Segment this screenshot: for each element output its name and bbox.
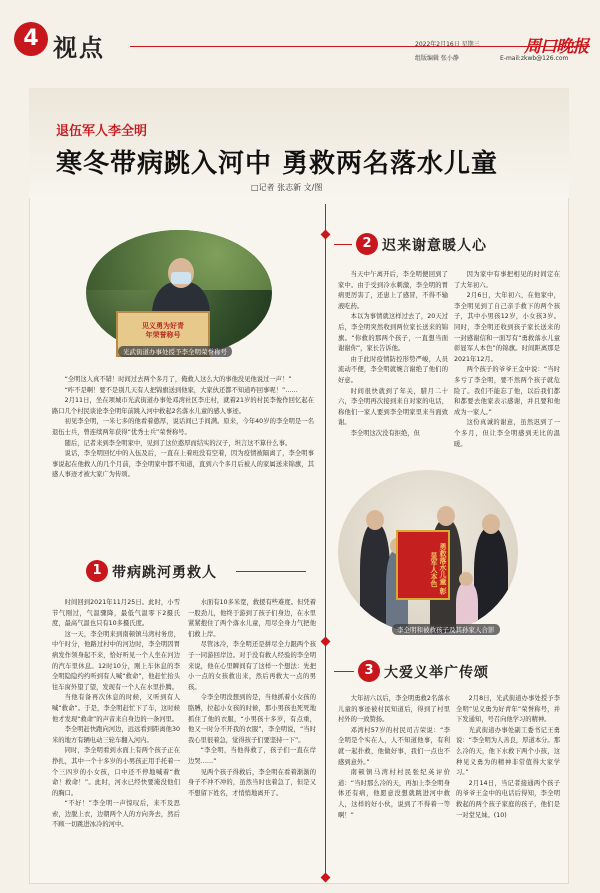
body-paragraph: 大年初六以后，李全明勇救2名落水儿童的事迹被村民知道后，得到了村里村外的一致赞扬。	[338, 695, 450, 724]
grandfather	[474, 528, 508, 634]
page-number-badge: 4	[14, 22, 48, 56]
body-paragraph: 邓湾村57岁的村民司吉荣说：“李全明是个实在人，人不知道他事，有利就一起扑救，他做好事，我们一点也不感到意外。”	[338, 726, 450, 766]
photo-family-group	[338, 470, 518, 634]
column-divider	[325, 204, 326, 879]
section-rule	[334, 244, 352, 245]
section-rule	[236, 571, 306, 572]
intro-paragraph: 随后，记者来到李全明家中，见到了这位憨厚而结实的汉子，坦言这不算什么事。	[64, 439, 292, 447]
body-paragraph: 南顿镇马湾村村民张纪英评价道：“当时那么冷的天，再加上李全明身体还有病，他愿意没想就跳进河中救人，这样的好小伙，说到了不得着一等啊！”	[338, 769, 450, 819]
body-paragraph: “李全明，当他得救了，孩子们一直在岸边哭……”	[188, 747, 316, 765]
body-paragraph: 令李全明没想到的是，当他抓着小女孩的胳膊，拉起小女孩的时候，那小男孩也死死地抓住了他的衣服，“小男孩十多岁，有点重，他又一时分不开我的衣服”，李全明说，“当时我心里很着急，觉得孩子们要坚持一下”。	[188, 694, 316, 744]
section-2-heading	[356, 233, 556, 255]
section-3-heading	[358, 660, 558, 682]
article-kicker: 退伍军人李全明	[56, 124, 148, 139]
section-2-col-a	[338, 270, 448, 470]
body-paragraph: 同时，李全明看到水面上有两个孩子正在挣扎，其中一个十多岁的小男孩正用手托着一个三四岁的小女孩，口中还不停地喊着“救命！救命！”。此时，河水已经快要淹没他们的胸口。	[52, 747, 180, 797]
article-byline: □记者 张志新 文/图	[251, 183, 323, 192]
intro-paragraph: “咋不是啊！要不是别几天有人把锦旗送到他家，大家伙还都不知道咋回事呢！”……	[64, 386, 298, 394]
section-1-col-a	[52, 598, 180, 880]
head-girl	[459, 572, 473, 586]
issue-date: 2022年2月16日 星期三	[415, 41, 480, 48]
intro-text	[52, 375, 314, 535]
section-title: 迟来谢意暖人心	[382, 238, 487, 254]
silk-banner	[396, 530, 450, 600]
header-rule	[130, 46, 590, 47]
body-paragraph: 时间回到2021年11月25日。此时，小雪节气刚过，气温骤降，最低气温零下2摄氏度，最高气温也只有10多摄氏度。	[52, 599, 180, 628]
head-grandfather	[482, 514, 500, 534]
body-paragraph: 当天中午离开后，李全明便回到了家中。由于受到冷水刺激，李全明的胃病更厉害了，还患上了感冒，不得不输液吃药。	[338, 271, 448, 310]
intro-paragraph: 说话，李全明回忆中的入伍及后，一直在上着班没有空着，因为疫情被隔离了，李全明事事说起在他救人的几个月前，李全明家中都不知道，直到六个多月后被人的家属送来锦旗，其感人事迹才被大家广为传颂。	[52, 450, 314, 479]
body-paragraph: “不好！”李全明一声惊叹后，来不及思索，边脱上衣，边朝两个人的方向奔去，然后不顾一切跳进冰冷的河中。	[52, 800, 180, 829]
body-paragraph: 2月14日，当记者接通两个孩子的爷爷王金中的电话后得知，李全明救起的两个孩子家庭的孩子，他们是一对堂兄妹。(10)	[456, 779, 560, 819]
section-1-col-b	[188, 598, 316, 880]
banner-line: 勇救落水儿童	[439, 543, 448, 586]
photo2-caption: 李全明和被救孩子及其孙家人合影	[392, 624, 500, 635]
intro-paragraph: “全明这人真不错！时间过去两个多月了，俺救人这么大的事他没见他说过一声！”	[64, 376, 292, 383]
photo1-caption: 光武街道办事处授予李全明荣誉称号	[118, 346, 232, 357]
section-number: 2	[356, 233, 378, 255]
body-paragraph: 见两个孩子得救后，李全明在看着渐渐的身子不冲不冲的，虽然当时也着急了，但是又不想留下姓名，才悄悄地离开了。	[188, 768, 316, 797]
intro-paragraph: 2月11日，坐在项城市光武街道办事处邓湾社区李庄村，就着21岁的村民李俊作回忆起在路口几个村民谈论李全明年前跳入河中救起2名落水儿童的感人事迹。	[52, 397, 314, 415]
body-paragraph: 李全明赶快跑向河边，远远看到距离他30米的地方有辆电动三轮车翻入河内。	[52, 726, 180, 744]
intro-paragraph: 初见李全明，一米七多的他看着憨厚，说话间已手间满。原来，今年40岁的李全明是一名退伍士兵，曾连续两年获得“优秀士兵”荣誉称号。	[52, 418, 314, 436]
section-title: 带病跳河勇救人	[112, 565, 217, 581]
body-paragraph: 光武街道办事处副工委书记王勇说：“李全明为人善良，厚道本分。那么冷的天，他下水救下两个小孩，这种见义勇为的精神非常值得大家学习。”	[456, 726, 560, 777]
section-number: 1	[86, 560, 108, 582]
body-paragraph: 由于此时疫情防控形势严峻，人员流动不便，李全明就婉言谢绝了他们的好意。	[338, 355, 448, 384]
plaque-line: 见义勇为好青	[142, 321, 184, 330]
article-headline: 寒冬带病跳入河中 勇救两名落水儿童	[56, 149, 499, 179]
body-paragraph: 这份真诚的谢意，虽然迟到了一个多月，但让李全明感到无比的温暖。	[454, 419, 560, 448]
face-mask-icon	[171, 272, 191, 284]
body-paragraph: 时间很快就到了年关，腊月二十六，李全明再次接到来自对家的电话，称他们一家人要到李全明家里来当面致谢。	[338, 387, 448, 427]
body-paragraph: 水面有10多米宽，救援有些难度。但凭着一股劲儿，他终于游到了孩子们身边，在水里紧紧抱住了两个落水儿童，用尽全身力气把他们救上岸。	[188, 599, 316, 638]
section-name: 视点	[53, 33, 105, 62]
section-title: 大爱义举广传颂	[384, 665, 489, 681]
head-man-left	[366, 510, 384, 530]
body-paragraph: 当他有备再次休息的时候，又听到有人喊“救命”。于是，李全明赶忙下了车，这时候他才发现“救命”的声音来自身边的一条河里。	[52, 694, 180, 723]
masthead	[0, 0, 600, 70]
section-rule	[334, 671, 354, 672]
section-3-col-a	[338, 694, 450, 880]
body-paragraph: 这一天，李全明来到南顿镇马湾村务房，中午时分，他路过村中的河边时，李全明因胃病发作领身起不来，恰好听见一个人坐在河边的汽车里休息。12时10分，刚上车休息的李全明隐隐约约听到有人喊“救命”，他赶忙抬头往车窗外望了望，发现有一个人在水里扑腾。	[52, 630, 180, 691]
body-paragraph: 因为家中有事把相见的时间定在了大年初六。	[454, 271, 560, 289]
section-3-col-b	[456, 694, 560, 880]
body-paragraph: 2月8日，光武街道办事处授予李全明“见义勇为好青年”荣誉称号，并下发通知，号召向他学习的精神。	[456, 695, 560, 724]
body-paragraph: 两个孩子的爷爷王金中说：“当时多亏了李全明，要不然两个孩子就危险了。我们不能忘了他，以后我们都和都要去他家表示感谢，并且要和他成为一家人。”	[454, 366, 560, 416]
plaque-line: 年荣誉称号	[145, 330, 181, 339]
issue-editor: 组版编辑 张小静	[415, 55, 459, 62]
section-2-col-b	[454, 270, 560, 470]
body-paragraph: 本以为事情就这样过去了，20天过后，李全明突然收到两位家长送来的锦旗。“你救的那两个孩子，一直想当面谢谢你”，家长告诉他。	[338, 313, 448, 353]
body-paragraph: 李全明这次没有拒绝，但	[350, 429, 420, 437]
body-paragraph: 尽管冰冷，李全明还是拼尽全力跟两个孩子一同游回岸边。对于没有救人经验的李全明来说，他在心里瞬间有了这样一个想法：先把小一点的女孩救出来，然后再救大一点的男孩。	[188, 641, 316, 691]
body-paragraph: 2月6日，大年初六，在他家中，李全明见到了自己亲手救下的两个孩子，其中小男孩12岁，小女孩3岁。同时，李全明还收到孩子家长送来的一封感谢信和一面写有“勇救落水儿童 彰显军人本色”的锦旗。时间距离那是2021年12月。	[454, 292, 560, 363]
section-number: 3	[358, 660, 380, 682]
contact-email: E-mail:zkwb@126.com	[500, 55, 569, 62]
newspaper-logo: 周口晚报	[524, 37, 588, 57]
banner-line: 彰显军人本色	[430, 551, 448, 595]
section-1-heading	[86, 560, 306, 582]
head-li-quanming	[437, 506, 455, 526]
